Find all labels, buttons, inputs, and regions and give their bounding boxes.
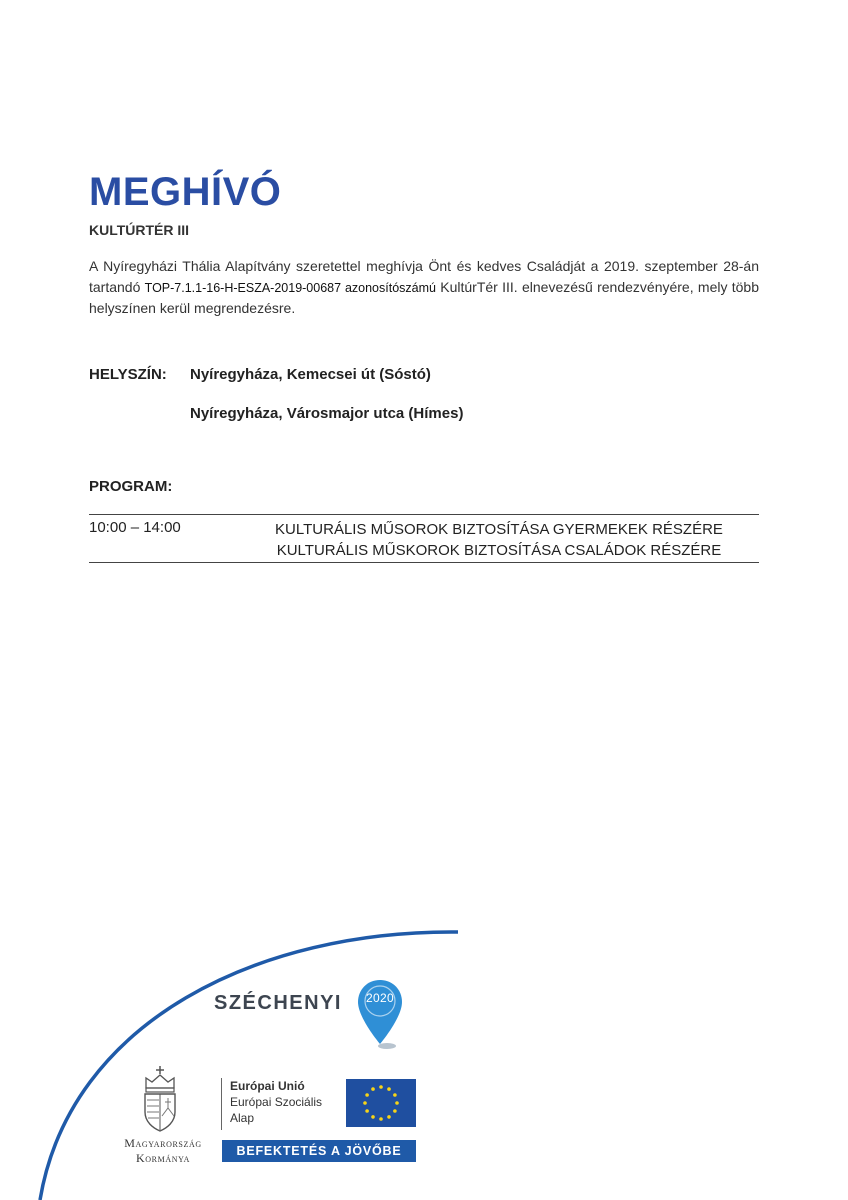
intro-text-part1: A Nyíregyházi Thália Alapítvány szeretettel meghívja Önt és kedves Családját a 2019. szeptember 28-án tartandó bbox=[89, 258, 759, 295]
event-subtitle: KULTÚRTÉR III bbox=[89, 222, 190, 238]
logo-divider bbox=[221, 1078, 222, 1130]
government-label bbox=[108, 1136, 218, 1166]
location-item-1: Nyíregyháza, Kemecsei út (Sóstó) bbox=[190, 366, 431, 383]
project-id: TOP-7.1.1-16-H-ESZA-2019-00687 azonosítószámú bbox=[144, 280, 436, 295]
government-line-2: Kormánya bbox=[136, 1151, 190, 1165]
eu-line-3: Alap bbox=[230, 1111, 255, 1125]
eu-flag-icon bbox=[346, 1079, 416, 1127]
eu-line-2: Európai Szociális bbox=[230, 1095, 323, 1109]
program-item-1: KULTURÁLIS MŰSOROK BIZTOSÍTÁSA GYERMEKEK RÉSZÉRE bbox=[275, 521, 723, 538]
program-item-2: KULTURÁLIS MŰSKOROK BIZTOSÍTÁSA CSALÁDOK RÉSZÉRE bbox=[276, 542, 722, 559]
location-item-2: Nyíregyháza, Városmajor utca (Hímes) bbox=[190, 405, 464, 422]
program-time: 10:00 – 14:00 bbox=[89, 519, 181, 536]
program-label: PROGRAM: bbox=[89, 478, 173, 495]
hungarian-coat-of-arms-icon bbox=[140, 1066, 180, 1132]
page-title: MEGHÍVÓ bbox=[89, 170, 282, 214]
pin-year: 2020 bbox=[366, 991, 394, 1005]
location-pin-icon bbox=[357, 978, 407, 1050]
investment-banner: BEFEKTETÉS A JÖVŐBE bbox=[222, 1140, 416, 1162]
szechenyi-logo-text: SZÉCHENYI bbox=[214, 992, 342, 1014]
eu-label bbox=[230, 1078, 322, 1126]
intro-text-part2: KultúrTér III. elnevezésű rendezvényére, mely több helyszínen kerül megrendezésre. bbox=[89, 278, 760, 316]
location-label: HELYSZÍN: bbox=[89, 366, 167, 383]
government-line-1: Magyarország bbox=[124, 1136, 202, 1150]
eu-line-1: Európai Unió bbox=[230, 1079, 305, 1093]
